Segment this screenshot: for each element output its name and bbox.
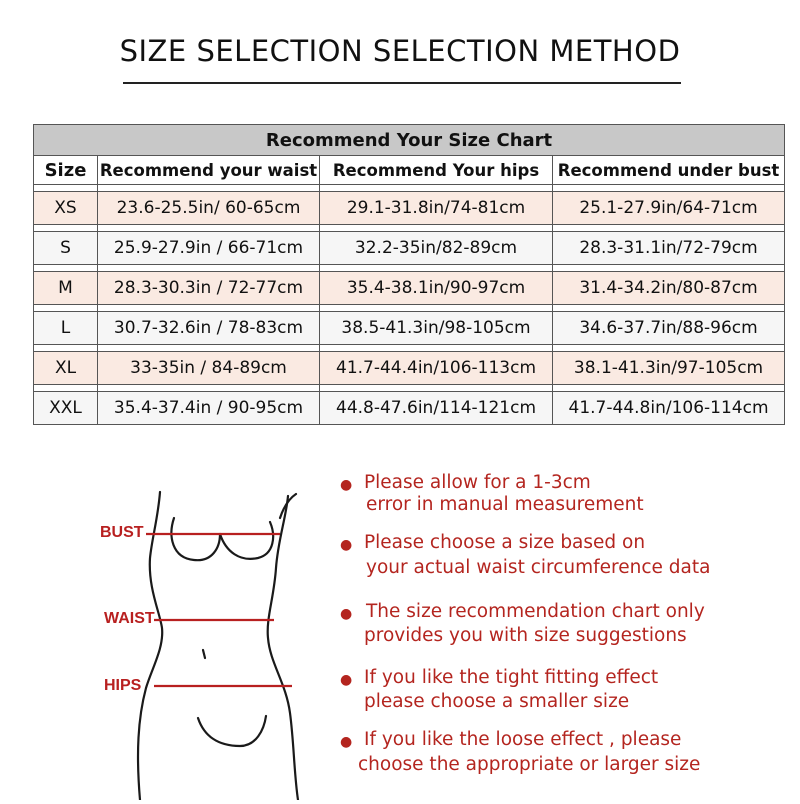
waist-cell: 25.9-27.9in / 66-71cm bbox=[98, 232, 320, 265]
table-row bbox=[34, 392, 785, 425]
hips-cell: 32.2-35in/82-89cm bbox=[320, 232, 553, 265]
bust-cell: 41.7-44.8in/106-114cm bbox=[553, 392, 785, 425]
bullet-icon: ● bbox=[340, 477, 353, 493]
bullet-icon: ● bbox=[340, 672, 353, 688]
bullet-icon: ● bbox=[340, 734, 353, 750]
bust-cell: 34.6-37.7in/88-96cm bbox=[553, 312, 785, 345]
bust-cell: 31.4-34.2in/80-87cm bbox=[553, 272, 785, 305]
table-row bbox=[34, 352, 785, 385]
hips-label: HIPS bbox=[104, 677, 142, 694]
hips-cell: 41.7-44.4in/106-113cm bbox=[320, 352, 553, 385]
size-cell: S bbox=[34, 232, 98, 265]
hips-cell: 35.4-38.1in/90-97cm bbox=[320, 272, 553, 305]
waist-cell: 28.3-30.3in / 72-77cm bbox=[98, 272, 320, 305]
hips-cell: 38.5-41.3in/98-105cm bbox=[320, 312, 553, 345]
waist-cell: 30.7-32.6in / 78-83cm bbox=[98, 312, 320, 345]
chart-caption: Recommend Your Size Chart bbox=[34, 125, 785, 156]
waist-label: WAIST bbox=[104, 610, 155, 627]
header-hips: Recommend Your hips bbox=[320, 156, 553, 185]
table-row bbox=[34, 192, 785, 225]
size-cell: M bbox=[34, 272, 98, 305]
bust-cell: 25.1-27.9in/64-71cm bbox=[553, 192, 785, 225]
waist-cell: 23.6-25.5in/ 60-65cm bbox=[98, 192, 320, 225]
bust-cell: 38.1-41.3in/97-105cm bbox=[553, 352, 785, 385]
waist-cell: 35.4-37.4in / 90-95cm bbox=[98, 392, 320, 425]
waist-cell: 33-35in / 84-89cm bbox=[98, 352, 320, 385]
hips-cell: 44.8-47.6in/114-121cm bbox=[320, 392, 553, 425]
bust-cell: 28.3-31.1in/72-79cm bbox=[553, 232, 785, 265]
header-size: Size bbox=[34, 156, 98, 185]
hips-cell: 29.1-31.8in/74-81cm bbox=[320, 192, 553, 225]
bust-label: BUST bbox=[100, 524, 144, 541]
header-bust: Recommend under bust bbox=[553, 156, 785, 185]
table-row bbox=[34, 272, 785, 305]
bullet-icon: ● bbox=[340, 606, 353, 622]
title-underline bbox=[123, 82, 681, 84]
bullet-icon: ● bbox=[340, 537, 353, 553]
size-cell: L bbox=[34, 312, 98, 345]
header-waist: Recommend your waist bbox=[98, 156, 320, 185]
size-chart-table bbox=[33, 124, 785, 425]
page-title: SIZE SELECTION SELECTION METHOD bbox=[119, 34, 681, 68]
table-row bbox=[34, 312, 785, 345]
size-cell: XS bbox=[34, 192, 98, 225]
body-measurement-figure bbox=[90, 478, 330, 800]
size-cell: XXL bbox=[34, 392, 98, 425]
table-row bbox=[34, 232, 785, 265]
size-cell: XL bbox=[34, 352, 98, 385]
